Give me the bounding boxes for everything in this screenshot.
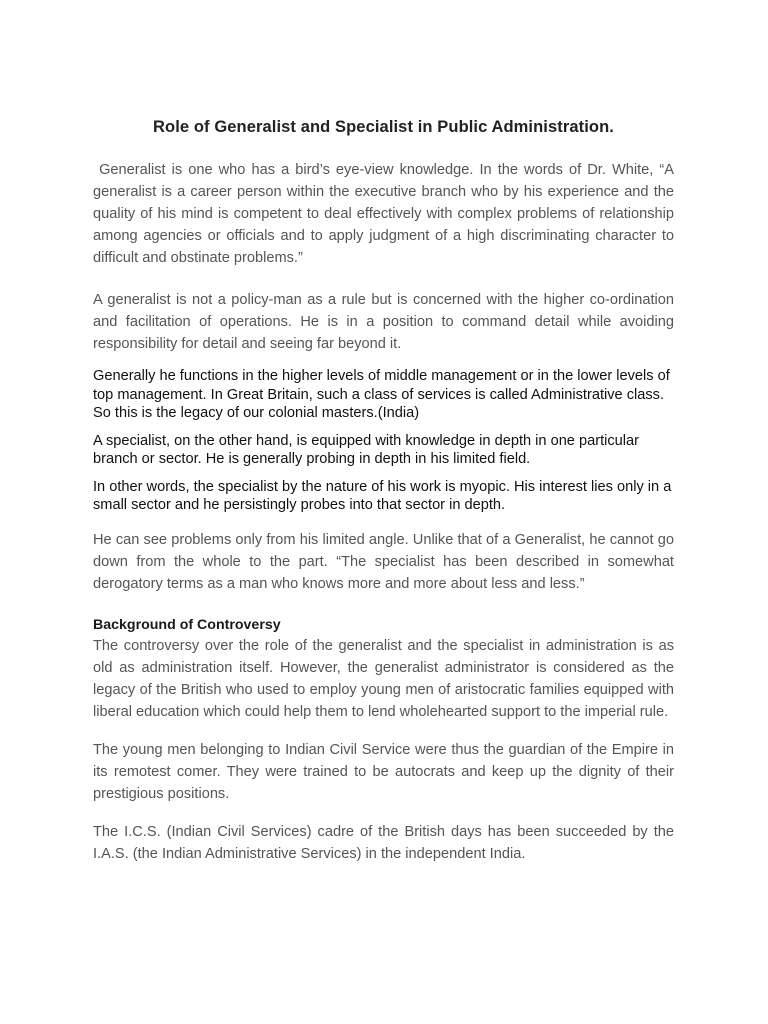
paragraph-generalist-definition: Generalist is one who has a bird’s eye-view knowledge. In the words of Dr. White, “A generalist is a career person within the executive branch who by his experience and the quality of his mind is competent to deal effectively with complex problems of relationship among agencies or officials and to apply judgment of a high discriminating character to difficult and obstinate problems.” xyxy=(93,162,679,266)
section-heading: Background of Controversy xyxy=(93,616,281,633)
paragraph-ics-ias: The I.C.S. (Indian Civil Services) cadre of the British days has been succeeded by the I.A.S. (the Indian Administrative Services) in the independent India. xyxy=(93,823,674,862)
paragraph-ics-guardians: The young men belonging to Indian Civil Service were thus the guardian of the Empire in its remotest comer. They were trained to be autocrats and keep up the dignity of their prestigious positions. xyxy=(93,741,674,802)
paragraph-generalist-levels: Generally he functions in the higher levels of middle management or in the lower levels of top management. In Great Britain, such a class of services is called Administrative class. So this is the legacy of our colonial masters.(India) xyxy=(93,368,670,421)
paragraph-specialist-definition: A specialist, on the other hand, is equipped with knowledge in depth in one particular branch or sector. He is generally probing in depth in his limited field. xyxy=(93,432,640,467)
document-body xyxy=(93,118,679,865)
paragraph-generalist-role: A generalist is not a policy-man as a rule but is concerned with the higher co-ordination and facilitation of operations. He is in a position to command detail while avoiding responsibility for detail and seeing far beyond it. xyxy=(93,292,674,352)
paragraph-controversy: The controversy over the role of the generalist and the specialist in administration is as old as administration itself. However, the generalist administrator is considered as the legacy of the British who used to employ young men of aristocratic families equipped with liberal education which could help them to lend wholehearted support to the imperial rule. xyxy=(93,637,674,720)
page-title: Role of Generalist and Specialist in Public Administration. xyxy=(153,118,614,136)
paragraph-specialist-angle: He can see problems only from his limited angle. Unlike that of a Generalist, he cannot go down from the whole to the part. “The specialist has been described in somewhat derogatory terms as a man who knows more and more about less and less.” xyxy=(93,531,674,592)
paragraph-specialist-myopic: In other words, the specialist by the nature of his work is myopic. His interest lies only in a small sector and he persistingly probes into that sector in depth. xyxy=(93,478,672,513)
